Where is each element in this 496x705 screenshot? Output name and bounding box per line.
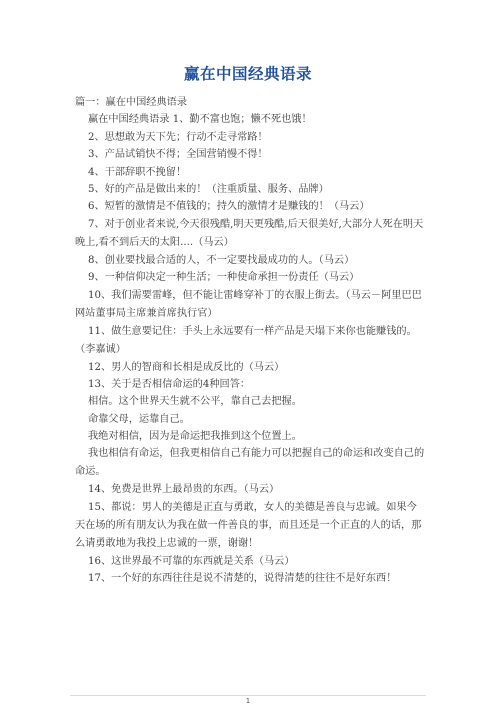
document-body bbox=[75, 94, 425, 588]
page-number: 1 bbox=[245, 697, 251, 705]
paragraph-line: 赢在中国经典语录 1、勤不富也饱；懒不死也饿！ bbox=[88, 114, 312, 126]
quote-item: 9、一种信仰决定一种生活；一种使命承担一份责任（马云） bbox=[88, 272, 360, 284]
quote-item: 17、一个好的东西往往是说不清楚的，说得清楚的往往不是好东西！ bbox=[88, 573, 397, 585]
quote-item: 8、创业要找最合适的人，不一定要找最成功的人。（马云） bbox=[88, 254, 355, 266]
quote-item: 12、男人的智商和长相是成反比的（马云） bbox=[88, 361, 285, 373]
answer-line: 命靠父母，运靠自己。 bbox=[88, 413, 190, 425]
quote-item: 4、干部辞职不挽留！ bbox=[88, 166, 187, 178]
answer-line: 相信。这个世界天生就不公平，靠自己去把握。 bbox=[88, 396, 302, 408]
answer-line: 我也相信有命运，但我更相信自己有能力可以把握自己的命运和改变自己的命运。 bbox=[75, 448, 425, 478]
quote-item: 5、好的产品是做出来的！（注重质量、服务、品牌） bbox=[88, 183, 329, 195]
quote-item: 3、产品试销快不得；全国营销慢不得！ bbox=[88, 149, 268, 161]
section-heading: 篇一：赢在中国经典语录 bbox=[75, 97, 188, 108]
answer-line: 我绝对相信，因为是命运把我推到这个位置上。 bbox=[88, 431, 302, 443]
quote-item: 10、我们需要雷峰，但不能让雷峰穿补丁的衣服上街去。（马云－阿里巴巴网站董事局主席兼首席执行官） bbox=[75, 289, 422, 319]
quote-item: 13、关于是否相信命运的4种回答： bbox=[88, 378, 251, 390]
quote-item: 7、对于创业者来说,今天很残酷,明天更残酷,后天很美好,大部分人死在明天晚上,看不到后天的太阳....（马云） bbox=[75, 218, 424, 248]
quote-item: 16、这世界最不可靠的东西就是关系（马云） bbox=[88, 555, 295, 567]
quote-item: 11、做生意要记住：手头上永远要有一样产品是天塌下来你也能赚钱的。（李嘉诚） bbox=[75, 325, 417, 355]
footer-divider bbox=[70, 695, 426, 696]
document-title: 赢在中国经典语录 bbox=[183, 65, 312, 83]
quote-item: 14、免费是世界上最昂贵的东西。（马云） bbox=[88, 484, 280, 496]
quote-item: 15、都说：男人的美德是正直与勇敢，女人的美德是善良与忠诚。如果今天在场的所有朋友认为我在做一件善良的事，而且还是一个正直的人的话，那么请勇敢地为我投上忠诚的一票，谢谢！ bbox=[75, 501, 422, 549]
quote-item: 6、短暂的激情是不值钱的；持久的激情才是赚钱的！（马云） bbox=[88, 201, 370, 213]
quote-item: 2、思想敢为天下先；行动不走寻常路！ bbox=[88, 131, 268, 143]
